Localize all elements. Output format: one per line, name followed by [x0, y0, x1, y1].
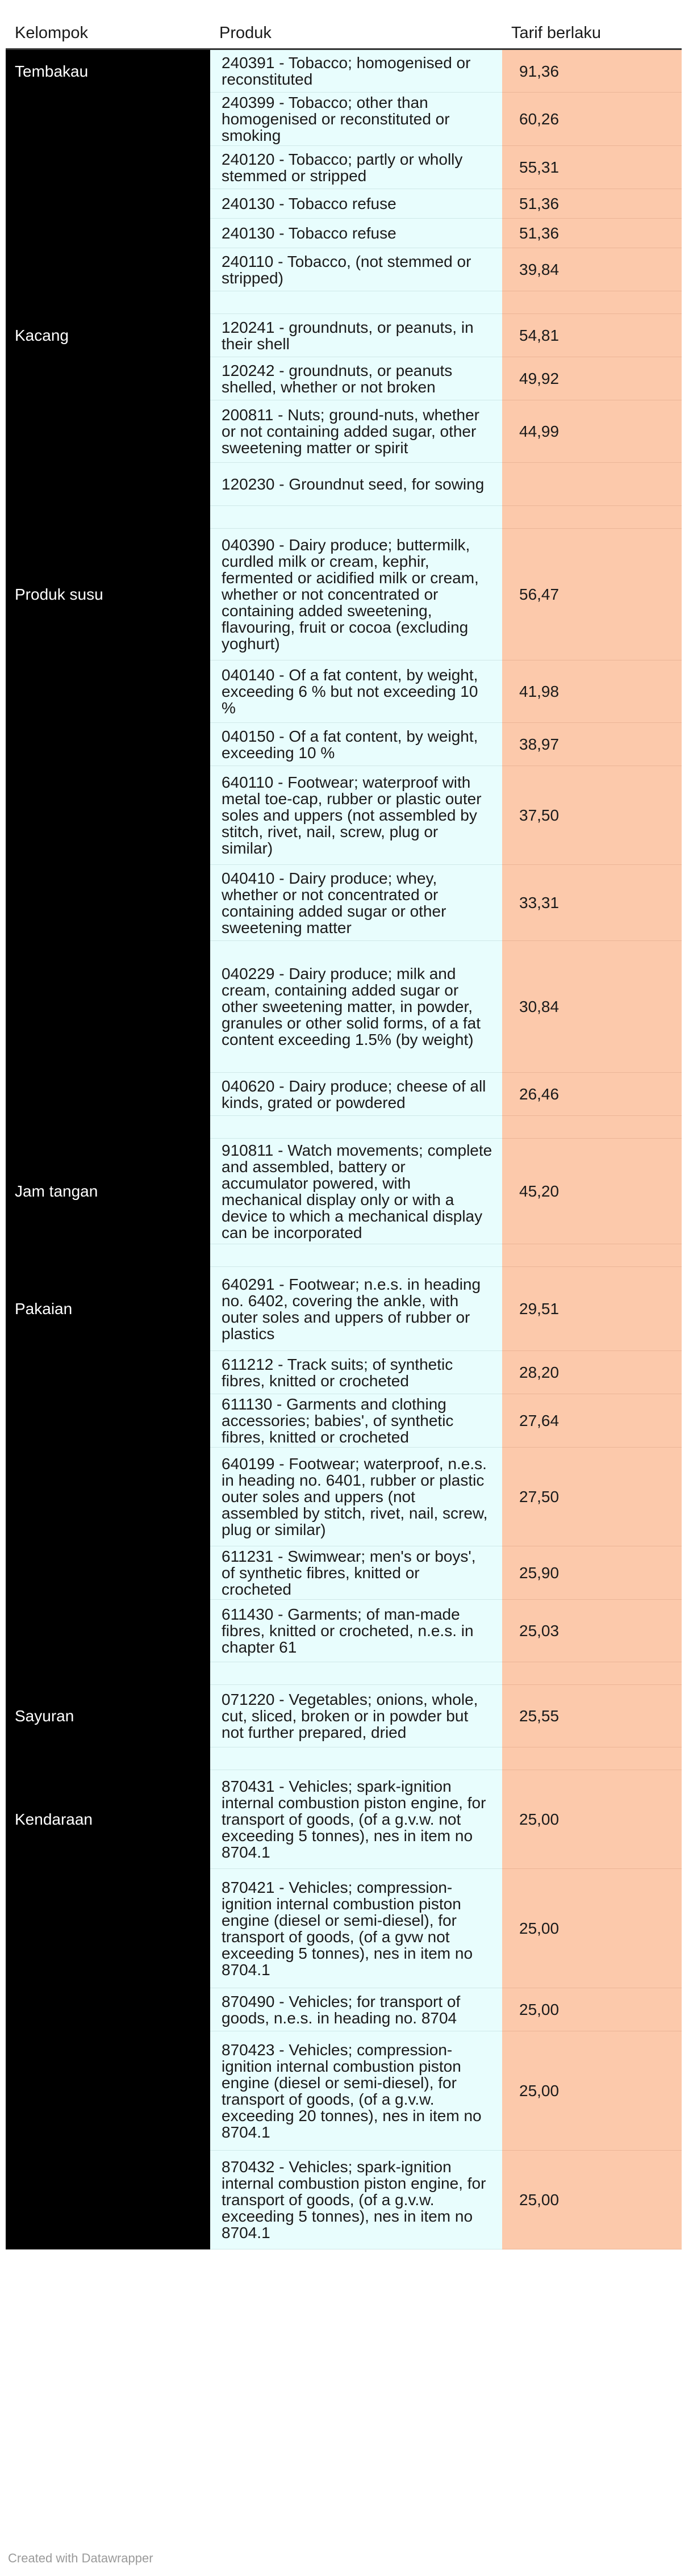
table-row [6, 1770, 682, 1869]
group-cell [6, 463, 210, 506]
group-cell: Produk susu [6, 529, 210, 660]
table-row [6, 400, 682, 463]
tariff-cell [502, 506, 682, 529]
table-row [6, 291, 682, 314]
product-cell: 611430 - Garments; of man-made fibres, knitted or crocheted, n.e.s. in chapter 61 [210, 1600, 502, 1662]
table-row [6, 529, 682, 660]
group-cell: Kendaraan [6, 1770, 210, 1869]
product-cell [210, 506, 502, 529]
tariff-cell: 37,50 [502, 766, 682, 865]
product-cell: 910811 - Watch movements; complete and assembled, battery or accumulator powered, with mechanical display only or with a device to which a mechanical display can be incorporated [210, 1139, 502, 1244]
product-cell: 200811 - Nuts; ground-nuts, whether or not containing added sugar, other sweetening matter or spirit [210, 400, 502, 463]
table-row [6, 1394, 682, 1448]
datawrapper-credit[interactable]: Created with Datawrapper [8, 2551, 153, 2565]
table-row [6, 189, 682, 219]
group-cell [6, 2031, 210, 2151]
table-body [6, 49, 682, 2249]
group-cell [6, 1869, 210, 1988]
product-cell: 240399 - Tobacco; other than homogenised or reconstituted or smoking [210, 93, 502, 146]
group-cell [6, 1662, 210, 1685]
product-cell: 240120 - Tobacco; partly or wholly stemmed or stripped [210, 146, 502, 189]
product-cell [210, 1662, 502, 1685]
product-cell: 240130 - Tobacco refuse [210, 219, 502, 248]
table-row [6, 357, 682, 400]
tariff-cell: 28,20 [502, 1351, 682, 1394]
tariff-cell: 25,00 [502, 2151, 682, 2249]
group-cell [6, 1244, 210, 1267]
product-cell: 040229 - Dairy produce; milk and cream, containing added sugar or other sweetening matter, in powder, granules or other solid forms, of a fat content exceeding 1.5% (by weight) [210, 941, 502, 1073]
product-cell: 040140 - Of a fat content, by weight, exceeding 6 % but not exceeding 10 % [210, 660, 502, 723]
tariff-cell: 27,64 [502, 1394, 682, 1448]
product-cell: 240391 - Tobacco; homogenised or reconstituted [210, 49, 502, 93]
table-row [6, 723, 682, 766]
group-cell: Pakaian [6, 1267, 210, 1351]
product-cell: 640199 - Footwear; waterproof, n.e.s. in heading no. 6401, rubber or plastic outer soles and uppers (not assembled by stitch, rivet, nail, screw, plug or similar) [210, 1448, 502, 1546]
table-row [6, 2031, 682, 2151]
group-cell [6, 1600, 210, 1662]
table-row [6, 248, 682, 291]
product-cell: 240130 - Tobacco refuse [210, 189, 502, 219]
tariff-cell [502, 1662, 682, 1685]
tariff-cell: 49,92 [502, 357, 682, 400]
product-cell: 870423 - Vehicles; compression-ignition internal combustion piston engine (diesel or semi-diesel), for transport of goods, (of a g.v.w. exceeding 20 tonnes), nes in item no 8704.1 [210, 2031, 502, 2151]
tariff-cell: 25,00 [502, 1869, 682, 1988]
table-row [6, 1244, 682, 1267]
tariff-cell: 27,50 [502, 1448, 682, 1546]
product-cell: 120242 - groundnuts, or peanuts shelled, whether or not broken [210, 357, 502, 400]
table-row [6, 766, 682, 865]
group-cell: Kacang [6, 314, 210, 357]
tariff-cell: 91,36 [502, 49, 682, 93]
tariff-cell: 38,97 [502, 723, 682, 766]
tariff-cell [502, 463, 682, 506]
table-row [6, 1267, 682, 1351]
group-cell: Jam tangan [6, 1139, 210, 1244]
table-row [6, 1988, 682, 2031]
tariff-table-container [6, 11, 682, 2249]
group-cell [6, 1073, 210, 1116]
group-cell [6, 93, 210, 146]
tariff-table [6, 11, 682, 2249]
group-cell [6, 1116, 210, 1139]
tariff-cell: 25,00 [502, 1988, 682, 2031]
tariff-cell: 41,98 [502, 660, 682, 723]
table-row [6, 463, 682, 506]
product-cell: 040410 - Dairy produce; whey, whether or not concentrated or containing added sugar or other sweetening matter [210, 865, 502, 941]
tariff-cell [502, 1116, 682, 1139]
tariff-cell: 60,26 [502, 93, 682, 146]
tariff-cell: 25,55 [502, 1685, 682, 1747]
group-cell [6, 723, 210, 766]
table-row [6, 506, 682, 529]
table-row [6, 660, 682, 723]
product-cell: 870490 - Vehicles; for transport of goods, n.e.s. in heading no. 8704 [210, 1988, 502, 2031]
tariff-cell: 33,31 [502, 865, 682, 941]
product-cell: 870431 - Vehicles; spark-ignition internal combustion piston engine, for transport of goods, (of a g.v.w. not exceeding 5 tonnes), nes in item no 8704.1 [210, 1770, 502, 1869]
table-row [6, 1448, 682, 1546]
tariff-cell: 56,47 [502, 529, 682, 660]
tariff-cell: 54,81 [502, 314, 682, 357]
table-row [6, 146, 682, 189]
tariff-cell [502, 1244, 682, 1267]
group-cell [6, 1546, 210, 1600]
table-row [6, 1546, 682, 1600]
header-tariff[interactable]: Tarif berlaku [502, 11, 682, 49]
product-cell [210, 1747, 502, 1770]
tariff-cell: 25,00 [502, 1770, 682, 1869]
group-cell [6, 865, 210, 941]
table-row [6, 93, 682, 146]
product-cell: 640291 - Footwear; n.e.s. in heading no. 6402, covering the ankle, with outer soles and uppers of rubber or plastics [210, 1267, 502, 1351]
group-cell [6, 1394, 210, 1448]
group-cell [6, 219, 210, 248]
tariff-cell: 51,36 [502, 219, 682, 248]
group-cell [6, 1747, 210, 1770]
product-cell [210, 1116, 502, 1139]
group-cell [6, 1988, 210, 2031]
tariff-cell: 39,84 [502, 248, 682, 291]
table-row [6, 1600, 682, 1662]
product-cell: 240110 - Tobacco, (not stemmed or stripped) [210, 248, 502, 291]
product-cell [210, 291, 502, 314]
product-cell: 040390 - Dairy produce; buttermilk, curdled milk or cream, kephir, fermented or acidified milk or cream, whether or not concentrated or containing added sweetening, flavouring, fruit or cocoa (excluding yoghurt) [210, 529, 502, 660]
product-cell: 120241 - groundnuts, or peanuts, in their shell [210, 314, 502, 357]
tariff-cell: 26,46 [502, 1073, 682, 1116]
product-cell: 040150 - Of a fat content, by weight, exceeding 10 % [210, 723, 502, 766]
group-cell [6, 400, 210, 463]
tariff-cell: 45,20 [502, 1139, 682, 1244]
group-cell [6, 941, 210, 1073]
header-product[interactable]: Produk [210, 11, 502, 49]
tariff-cell: 44,99 [502, 400, 682, 463]
header-group[interactable]: Kelompok [6, 11, 210, 49]
table-row [6, 941, 682, 1073]
table-row [6, 1351, 682, 1394]
product-cell: 870421 - Vehicles; compression-ignition internal combustion piston engine (diesel or semi-diesel), for transport of goods, (of a gvw not exceeding 5 tonnes), nes in item no 8704.1 [210, 1869, 502, 1988]
table-row [6, 49, 682, 93]
table-row [6, 1662, 682, 1685]
product-cell: 611212 - Track suits; of synthetic fibres, knitted or crocheted [210, 1351, 502, 1394]
table-row [6, 2151, 682, 2249]
tariff-cell: 25,03 [502, 1600, 682, 1662]
tariff-cell: 25,00 [502, 2031, 682, 2151]
product-cell: 611231 - Swimwear; men's or boys', of synthetic fibres, knitted or crocheted [210, 1546, 502, 1600]
product-cell: 040620 - Dairy produce; cheese of all kinds, grated or powdered [210, 1073, 502, 1116]
table-row [6, 219, 682, 248]
table-row [6, 1139, 682, 1244]
product-cell: 071220 - Vegetables; onions, whole, cut, sliced, broken or in powder but not further prepared, dried [210, 1685, 502, 1747]
product-cell [210, 1244, 502, 1267]
group-cell [6, 248, 210, 291]
tariff-cell: 30,84 [502, 941, 682, 1073]
table-row [6, 1073, 682, 1116]
group-cell: Sayuran [6, 1685, 210, 1747]
product-cell: 611130 - Garments and clothing accessories; babies', of synthetic fibres, knitted or crocheted [210, 1394, 502, 1448]
group-cell [6, 506, 210, 529]
group-cell [6, 2151, 210, 2249]
group-cell [6, 660, 210, 723]
group-cell [6, 189, 210, 219]
group-cell [6, 766, 210, 865]
table-row [6, 865, 682, 941]
tariff-cell: 51,36 [502, 189, 682, 219]
group-cell [6, 146, 210, 189]
group-cell: Tembakau [6, 49, 210, 93]
table-row [6, 1747, 682, 1770]
table-row [6, 1685, 682, 1747]
table-row [6, 1116, 682, 1139]
group-cell [6, 357, 210, 400]
tariff-cell [502, 1747, 682, 1770]
group-cell [6, 291, 210, 314]
table-row [6, 1869, 682, 1988]
tariff-cell: 25,90 [502, 1546, 682, 1600]
group-cell [6, 1448, 210, 1546]
table-row [6, 314, 682, 357]
product-cell: 870432 - Vehicles; spark-ignition internal combustion piston engine, for transport of goods, (of a g.v.w. exceeding 5 tonnes), nes in item no 8704.1 [210, 2151, 502, 2249]
header-row [6, 11, 682, 49]
tariff-cell: 29,51 [502, 1267, 682, 1351]
product-cell: 120230 - Groundnut seed, for sowing [210, 463, 502, 506]
tariff-cell [502, 291, 682, 314]
product-cell: 640110 - Footwear; waterproof with metal toe-cap, rubber or plastic outer soles and uppers (not assembled by stitch, rivet, nail, screw, plug or similar) [210, 766, 502, 865]
tariff-cell: 55,31 [502, 146, 682, 189]
group-cell [6, 1351, 210, 1394]
